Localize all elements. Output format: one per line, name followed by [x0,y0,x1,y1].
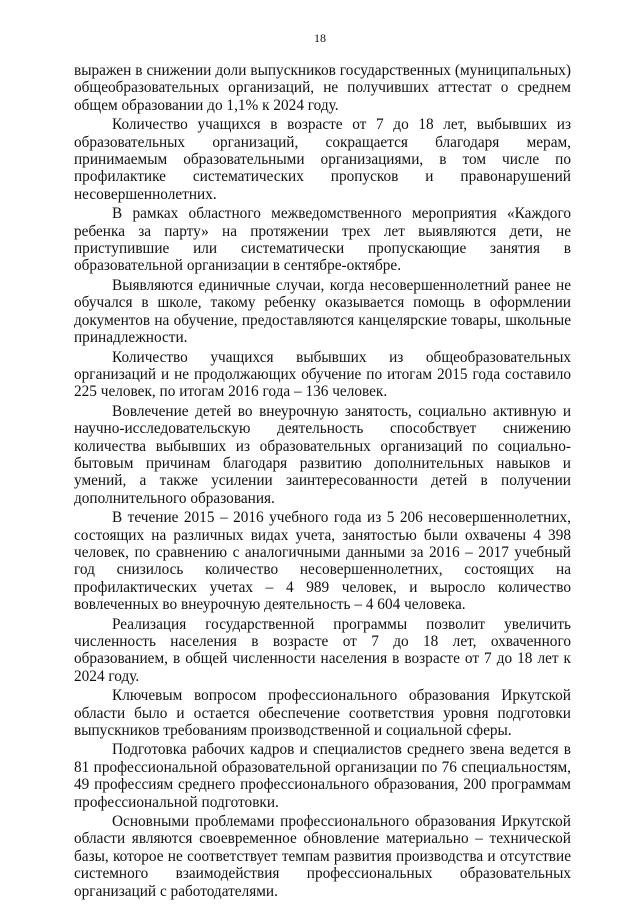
paragraph-isolated-cases: Выявляются единичные случаи, когда несовершеннолетний ранее не обучался в школе, такому ребенку оказывается помощь в оформлении документов на обучение, предоставляются канцелярские товары, школьные принадлежности. [74,276,571,347]
paragraph-every-child-to-desk: В рамках областного межведомственного мероприятия «Каждого ребенка за парту» на протяжении трех лет выявляются дети, не приступившие или систематически пропускающие занятия в образовательной организации в сентябре-октябре. [74,205,571,275]
paragraph-school-year-data: В течение 2015 – 2016 учебного года из 5 206 несовершеннолетних, состоящих на различных видах учета, занятостью были охвачены 4 398 человек, по сравнению с аналогичными данными за 2016 – 2017 учебный год снизилось количество несовершеннолетних, состоящих на профилактических учетах – 4 989 человек, и выросло количество вовлеченных во внеурочную деятельность – 4 604 человека. [74,509,571,614]
paragraph-continuation: выражен в снижении доли выпускников государственных (муниципальных) общеобразовательных организаций, не получивших аттестат о среднем общем образовании до 1,1% к 2024 году. [74,62,571,114]
document-body [74,62,571,902]
page-number: 18 [314,31,326,45]
paragraph-main-problems: Основными проблемами профессионального образования Иркутской области являются своевременное обновление материально – технической базы, которое не соответствует темпам развития производства и отсутствие системного взаимодействия профессиональных образовательных организаций с работодателями. [74,813,571,900]
paragraph-dropout-reduction: Количество учащихся в возрасте от 7 до 18 лет, выбывших из образовательных организаций, сокращается благодаря мерам, принимаемым образовательными организациями, в том числе по профилактике систематических пропусков и правонарушений несовершеннолетних. [74,116,571,203]
paragraph-dropout-statistics: Количество учащихся выбывших из общеобразовательных организаций и не продолжающих обучение по итогам 2015 года составило 225 человек, по итогам 2016 года – 136 человек. [74,348,571,401]
paragraph-training-workers: Подготовка рабочих кадров и специалистов среднего звена ведется в 81 профессиональной образовательной организации по 76 специальностям, 49 профессиям среднего профессионального образования, 200 программам профессиональной подготовки. [74,741,571,811]
paragraph-key-issue: Ключевым вопросом профессионального образования Иркутской области было и остается обеспечение соответствия уровня подготовки выпускников требованиям производственной и социальной сферы. [74,687,571,740]
paragraph-extracurricular: Вовлечение детей во внеурочную занятость, социально активную и научно-исследовательскую деятельность способствует снижению количества выбывших из образовательных организаций по социально-бытовым причинам благодаря развитию дополнительных навыков и умений, а также усилении заинтересованности детей в получении дополнительного образования. [74,402,571,507]
paragraph-program-implementation: Реализация государственной программы позволит увеличить численность населения в возрасте от 7 до 18 лет, охваченного образованием, в общей численности населения в возрасте от 7 до 18 лет к 2024 году. [74,615,571,685]
